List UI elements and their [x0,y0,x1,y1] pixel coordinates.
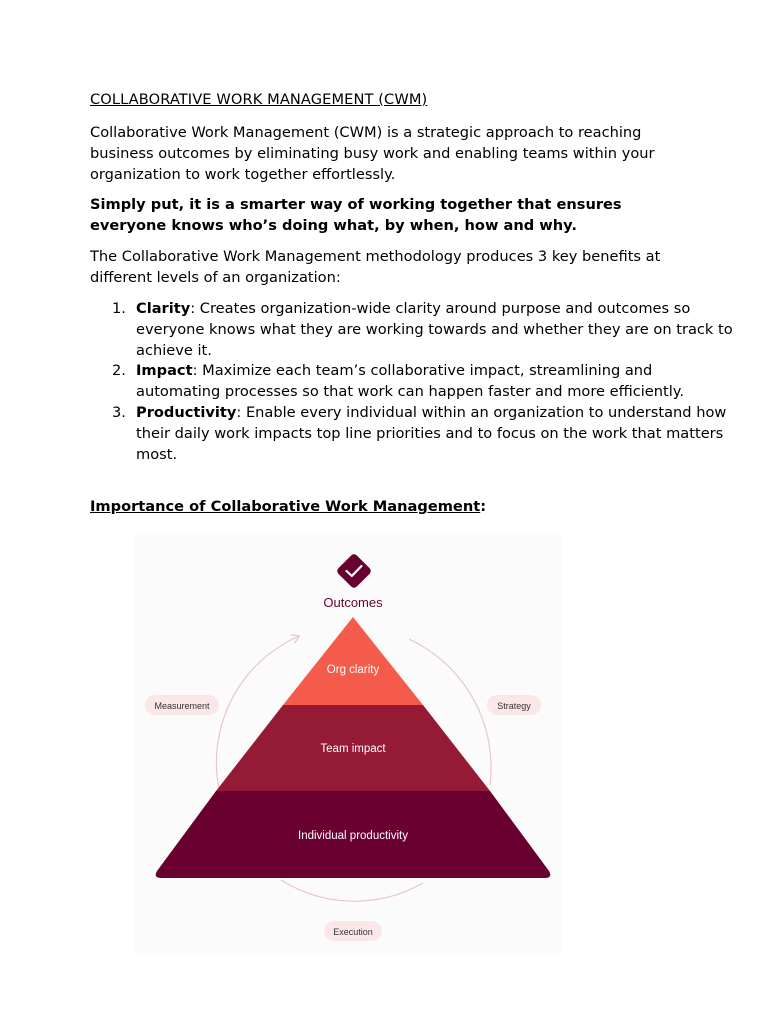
execution-label: Execution [333,927,373,937]
summary-paragraph: Simply put, it is a smarter way of working together that ensures everyone knows who’s doing what, by when, how and why. [90,196,622,234]
list-number: 1. [112,300,126,317]
benefit-term: Productivity [136,403,237,421]
benefit-description: : Enable every individual within an organization to understand how their daily work impacts top line priorities and to focus on the work that matters most. [136,403,727,463]
strategy-label: Strategy [497,701,531,711]
benefit-description: : Creates organization-wide clarity around purpose and outcomes so everyone knows what they are working towards and whether they are on track to achieve it. [136,300,733,359]
cycle-arc-bottom [281,880,423,901]
outcomes-label: Outcomes [323,595,383,610]
pyramid-diagram [133,535,563,953]
importance-colon: : [480,498,487,515]
benefit-item-clarity [112,299,736,361]
cwm-pyramid-figure [133,535,563,953]
intro-paragraph: Collaborative Work Management (CWM) is a strategic approach to reaching business outcomes by eliminating busy work and enabling teams within your organization to work together effortlessly. [90,124,655,183]
tier-label-individual-productivity: Individual productivity [298,830,408,842]
tier-label-team-impact: Team impact [320,743,386,755]
benefit-description: : Maximize each team’s collaborative impact, streamlining and automating processes so that work can happen faster and more efficiently. [136,362,684,401]
benefit-item-productivity [112,403,736,465]
benefit-term: Clarity [136,300,191,317]
check-diamond-icon [336,553,373,590]
list-number: 3. [112,403,126,421]
importance-heading [90,497,690,518]
execution-pill [324,921,382,941]
importance-heading-text: Importance of Collaborative Work Management [90,498,481,515]
benefits-list [90,299,736,465]
strategy-pill [487,695,541,715]
document-title: COLLABORATIVE WORK MANAGEMENT (CWM) [90,91,428,108]
benefit-term: Impact [136,362,193,380]
list-number: 2. [112,362,126,380]
measurement-pill [145,695,219,715]
benefit-item-impact [112,361,736,403]
measurement-label: Measurement [154,701,210,711]
methodology-paragraph: The Collaborative Work Management methodology produces 3 key benefits at different levels of an organization: [90,248,661,286]
pyramid-tier-org-clarity [283,617,423,705]
tier-label-org-clarity: Org clarity [326,664,380,676]
